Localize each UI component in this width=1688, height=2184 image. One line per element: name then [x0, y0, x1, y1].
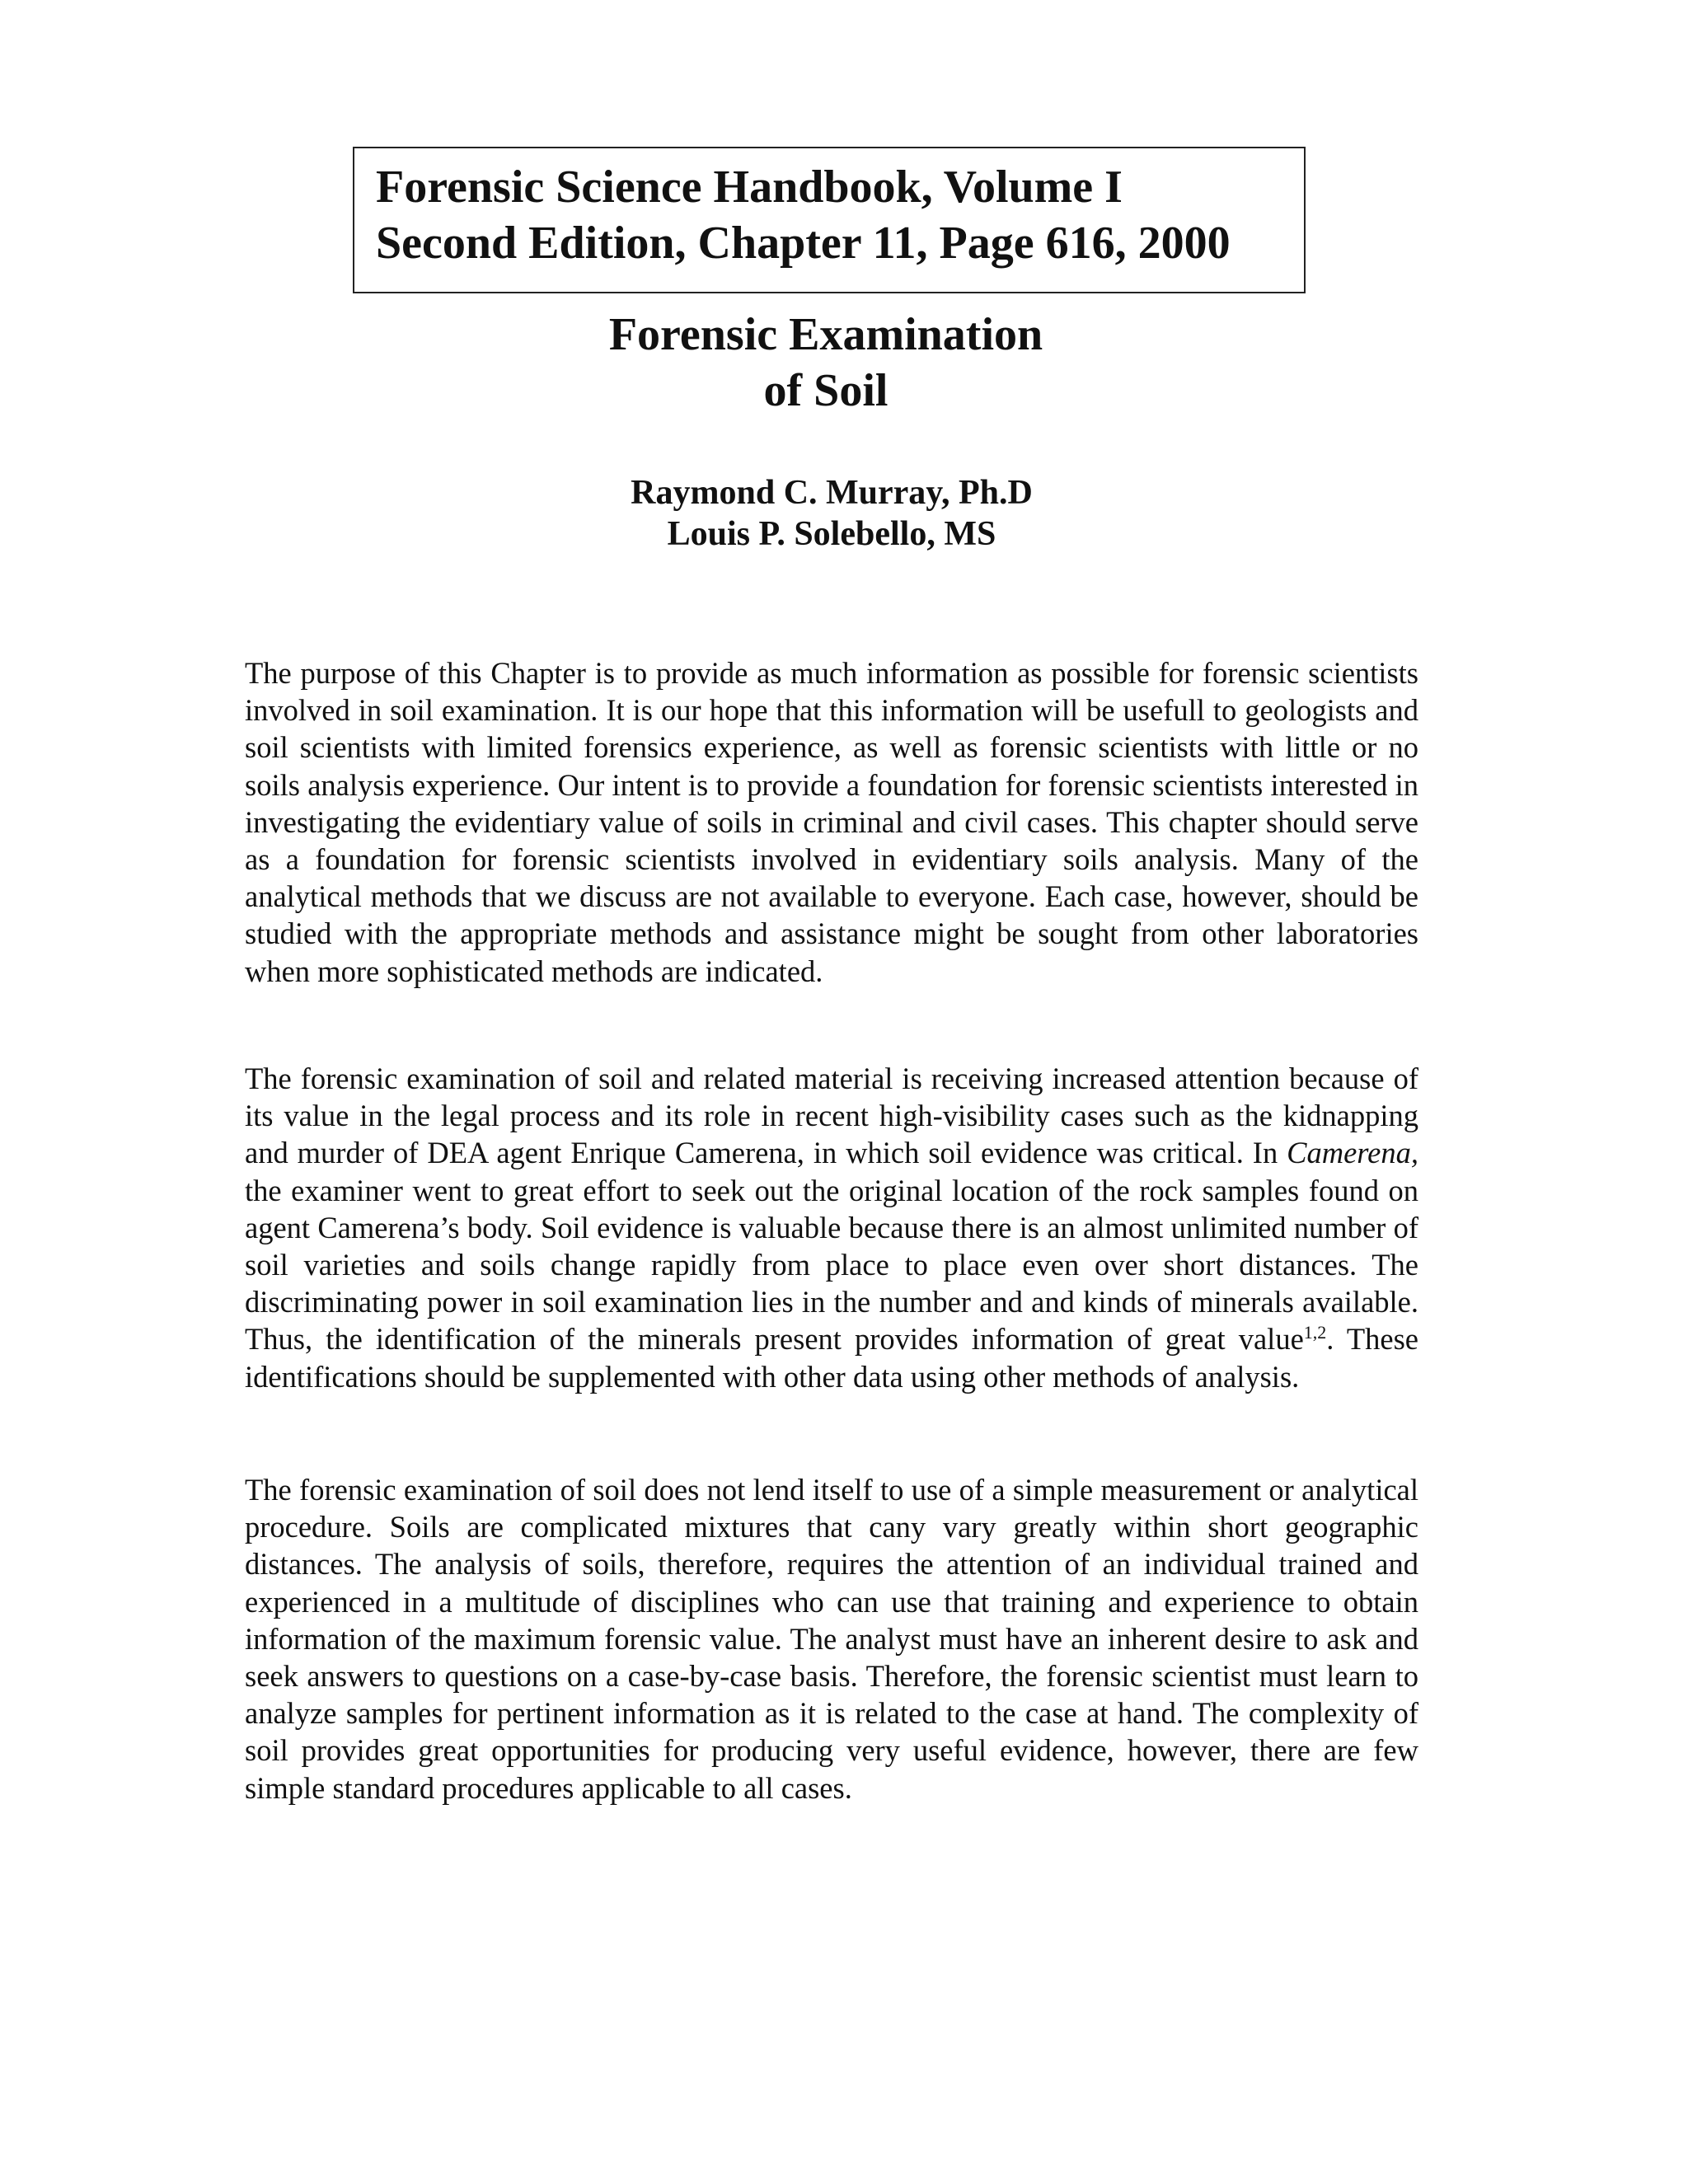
- citation-line-1: Forensic Science Handbook, Volume I: [376, 162, 1123, 213]
- chapter-title-line-2: of Soil: [763, 365, 889, 416]
- paragraph-2-text-c: . These identifications should be supplemented with other data using other methods of analysis.: [245, 1322, 1418, 1394]
- chapter-title: [0, 307, 1652, 419]
- author-1: Raymond C. Murray, Ph.D: [631, 474, 1033, 512]
- paragraph-1: The purpose of this Chapter is to provide as much information as possible for forensic scientists involved in soil examination. It is our hope that this information will be usefull to geologists and soil scientists with limited forensics experience, as well as forensic scientists with little or no soils analysis experience. Our intent is to provide a foundation for forensic scientists interested in investigating the evidentiary value of soils in criminal and civil cases. This chapter should serve as a foundation for forensic scientists involved in evidentiary soils analysis. Many of the analytical methods that we discuss are not available to everyone. Each case, however, should be studied with the appropriate methods and assistance might be sought from other laboratories when more sophisticated methods are indicated.: [245, 656, 1418, 988]
- paragraph-2-text-a: The forensic examination of soil and related material is receiving increased attention because of its value in the legal process and its role in recent high-visibility cases such as the kidnapping and murder of DEA agent Enrique Camerena, in which soil evidence was critical. In: [245, 1062, 1418, 1170]
- chapter-title-line-1: Forensic Examination: [608, 309, 1043, 360]
- citation-line-2: Second Edition, Chapter 11, Page 616, 2000: [376, 218, 1231, 269]
- paragraph-3: The forensic examination of soil does not lend itself to use of a simple measurement or analytical procedure. Soils are complicated mixtures that cany vary greatly within short geographic distances. The analysis of soils, therefore, requires the attention of an individual trained and experienced in a multitude of disciplines who can use that training and experience to obtain information of the maximum forensic value. The analyst must have an inherent desire to ask and seek answers to questions on a case-by-case basis. Therefore, the forensic scientist must learn to analyze samples for pertinent information as it is related to the case at hand. The complexity of soil provides great opportunities for producing very useful evidence, however, there are few simple standard procedures applicable to all cases.: [245, 1473, 1418, 1805]
- author-2: Louis P. Solebello, MS: [667, 515, 996, 553]
- paragraph-2: [245, 1060, 1418, 1395]
- citation-superscript: 1,2: [1303, 1322, 1327, 1343]
- author-list: [0, 472, 1663, 555]
- citation-box: [353, 147, 1306, 293]
- case-name-italic: Camerena,: [1287, 1136, 1418, 1170]
- paragraph-2-text-b: the examiner went to great effort to seek out the original location of the rock samples found on agent Camerena’s body. Soil evidence is valuable because there is an almost unlimited number of soil varieties and soils change rapidly from place to place even over short distances. The discriminating power in soil examination lies in the number and and kinds of minerals available. Thus, the identification of the minerals present provides information of great value: [245, 1173, 1418, 1357]
